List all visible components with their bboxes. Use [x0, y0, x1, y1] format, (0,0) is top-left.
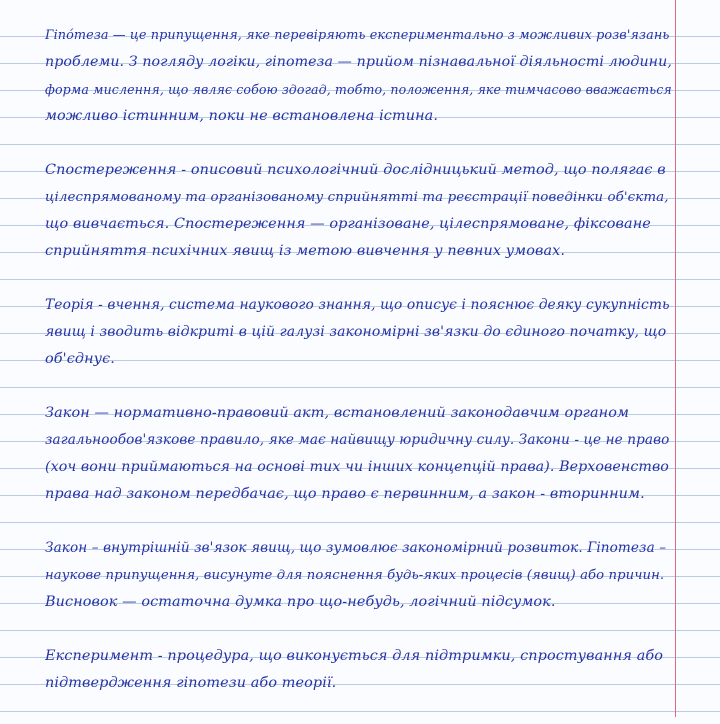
text-line: цілеспрямованому та організованому сприйнятті та реєстрації поведінки об'єкта, [45, 190, 669, 205]
text-line: Гіпо́теза — це припущення, яке перевіряють експериментально з можливих розв'язань [45, 28, 670, 43]
text-line: права над законом передбачає, що право є первинним, а закон - вторинним. [45, 486, 645, 502]
text-line: Закон – внутрішній зв'язок явищ, що зумовлює закономірний розвиток. Гіпотеза – [45, 540, 667, 556]
text-line: Висновок — остаточна думка про що-небудь, логічний підсумок. [45, 594, 556, 610]
paragraph-law-legal [45, 400, 673, 508]
notebook-page [45, 22, 673, 724]
text-line: сприйняття психічних явищ із метою вивчення у певних умовах. [45, 243, 566, 259]
margin-line [675, 0, 676, 717]
text-line: Експеримент - процедура, що виконується для підтримки, спростування або [45, 648, 664, 664]
text-line: Закон — нормативно-правовий акт, встановлений законодавчим органом [45, 405, 630, 421]
text-line: що вивчається. Спостереження — організоване, цілеспрямоване, фіксоване [45, 216, 651, 232]
paragraph-law-natural [45, 535, 673, 616]
text-line: явищ і зводить відкриті в цій галузі закономірні зв'язки до єдиного початку, що [45, 324, 667, 340]
text-line: форма мислення, що являє собою здогад, тобто, положення, яке тимчасово вважається [45, 82, 672, 97]
text-line: можливо істинним, поки не встановлена істина. [45, 108, 439, 124]
text-line: (хоч вони приймаються на основі тих чи інших концепцій права). Верховенство [45, 459, 669, 475]
text-line: наукове припущення, висунуте для пояснення будь-яких процесів (явищ) або причин. [45, 568, 665, 583]
paragraph-theory [45, 292, 673, 373]
paragraph-observation [45, 157, 673, 265]
text-line: проблеми. З погляду логіки, гіпотеза — прийом пізнавальної діяльності людини, [45, 54, 672, 70]
text-line: підтвердження гіпотези або теорії. [45, 675, 337, 691]
text-line: загальнообов'язкове правило, яке має найвищу юридичну силу. Закони - це не право [45, 432, 670, 448]
text-line: Спостереження - описовий психологічний дослідницький метод, що полягає в [45, 162, 666, 178]
text-line: об'єднує. [45, 351, 115, 367]
paragraph-hypothesis [45, 22, 673, 130]
paragraph-experiment [45, 643, 673, 697]
text-line: Теорія - вчення, система наукового знання, що описує і пояснює деяку сукупність [45, 297, 670, 313]
